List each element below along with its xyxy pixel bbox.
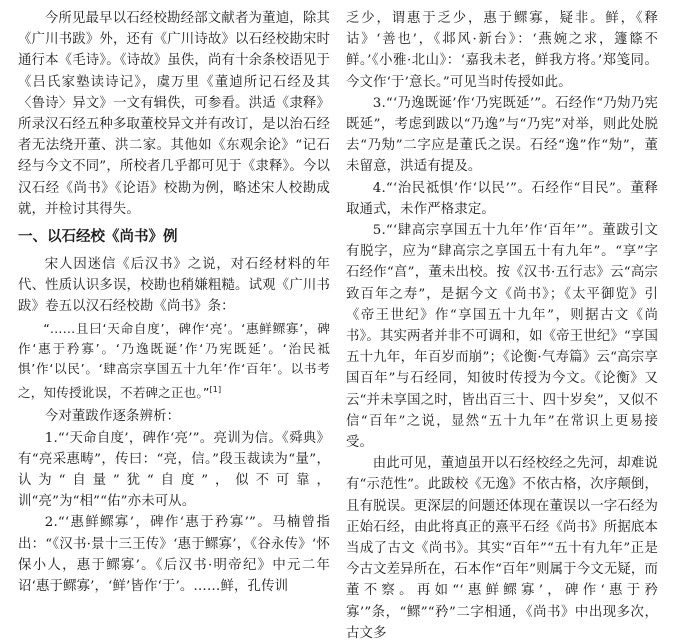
item-5: 5.“‘肆高宗享国五十九年’作‘百年’”。董跋引文有脱字，应为“肆高宗之享国五十有九年”。“享”字石经作“亯”，董未出校。按《汉书·五行志》云“高宗致百年之寿”，是据今文《尚书》；《太平御览》引《帝王世纪》作“享国五十九年”，则据古文《尚书》。其实两者并非不可调和，如《帝王世纪》“享国五十九年，年百岁而崩”；《论衡·气寿篇》云“高宗享国百年”与石经同，知彼时传授为今文。《论衡》又云“并未享国之时，皆出百三十、四十岁矣”，又似不信“百年”之说，显然“五十九年”在常识上更易接受。 [346, 223, 658, 451]
section-heading: 一、以石经校《尚书》例 [18, 229, 178, 246]
section-intro-paragraph: 宋人因迷信《后汉书》之说，对石经材料的年代、性质认识多误，校勘也稍嫌粗糙。试观《广川书跋》卷五以汉石经校勘《尚书》条： [18, 257, 330, 315]
left-column [18, 8, 330, 597]
block-quote [18, 319, 330, 404]
analysis-lead: 今对董跋作逐条辨析： [44, 409, 181, 425]
right-column [346, 8, 658, 644]
item-2-continued: 乏少，谓惠于乏少，惠于鳏寡，疑非。鲜，《释诂》‘善也’，《邶风·新台》：‘燕婉之求，籧篨不鲜。’《小雅·北山》：‘嘉我未老，鲜我方将。’郑笺同。今文作‘于’意长。”可见当时传授如此。 [346, 11, 658, 90]
item-4: 4.“‘治民祗惧’作‘以民’”。石经作“目民”。董释取通式，未作严格隶定。 [346, 180, 658, 217]
conclusion-paragraph: 由此可见，董逌虽开以石经校经之先河，却难说有“示范性”。此跋校《无逸》不依古格，次序颠倒，且有脱误。更深层的问题还体现在董误以一字石经为正始石经，由此将真正的熹平石经《尚书》所据底本当成了古文《尚书》。其实“百年”“五十有九年”正是今古文差异所在，石本作“百年”则属于今文无疑，而董不察。再如“‘惠鲜鳏寡’，碑作‘惠于矜寡’”条，“鳏”“矜”二字相通，《尚书》中出现多次，古文多 [346, 456, 658, 641]
footnote-ref: [1] [209, 384, 222, 394]
item-1: 1.“‘天命自度’，碑作‘亮’”。亮训为信。《舜典》有“亮采惠畴”，传曰：“亮，信。”段玉裁读为“量”，认为“自量”犹“自度”，似不可靠，训“亮”为“相”“佑”亦未可从。 [18, 430, 330, 510]
item-2-start: 2.“‘惠鲜鳏寡’，碑作‘惠于矜寡’”。马楠曾指出：“《汉书·景十三王传》‘惠于鳏寡’，《谷永传》‘怀保小人，惠于鳏寡’。《后汉书·明帝纪》中元二年诏‘惠于鳏寡’，‘鲜’皆作‘于’。……鲜，孔传训 [18, 515, 330, 595]
intro-paragraph: 今所见最早以石经校勘经部文献者为董逌，除其《广川书跋》外，还有《广川诗故》以石经校勘宋时通行本《毛诗》。《诗故》虽佚，尚有十余条校语见于《吕氏家塾读诗记》，虞万里《董逌所记石经及其〈鲁诗〉异文》一文有辑佚，可参看。洪适《隶释》所录汉石经五种多取董校异文并有改订，是以治石经者无法绕开董、洪二家。其他如《东观余论》“记石经与今文不同”，所校者几乎都可见于《隶释》。今以汉石经《尚书》《论语》校勘为例，略述宋人校勘成就，并检讨其得失。 [18, 11, 330, 217]
item-3: 3.“‘乃逸既诞’作‘乃宪既延’”。石经作“乃劮乃宪既延”，考虑到跋以“乃逸”与“乃宪”对举，则此处脱去“乃劮”二字应是董氏之误。石经“逸”作“劮”，董未留意，洪适有提及。 [346, 95, 658, 175]
quote-text: “……且曰‘天命自度’，碑作‘亮’。‘惠鲜鳏寡’，碑作‘惠于矜寡’。‘乃逸既诞’作‘乃宪既延’。‘治民祗惧’作‘以民’。‘肆高宗享国五十九年’作‘百年’。以书考之，知传授讹误，不若碑之正也。” [18, 320, 330, 401]
